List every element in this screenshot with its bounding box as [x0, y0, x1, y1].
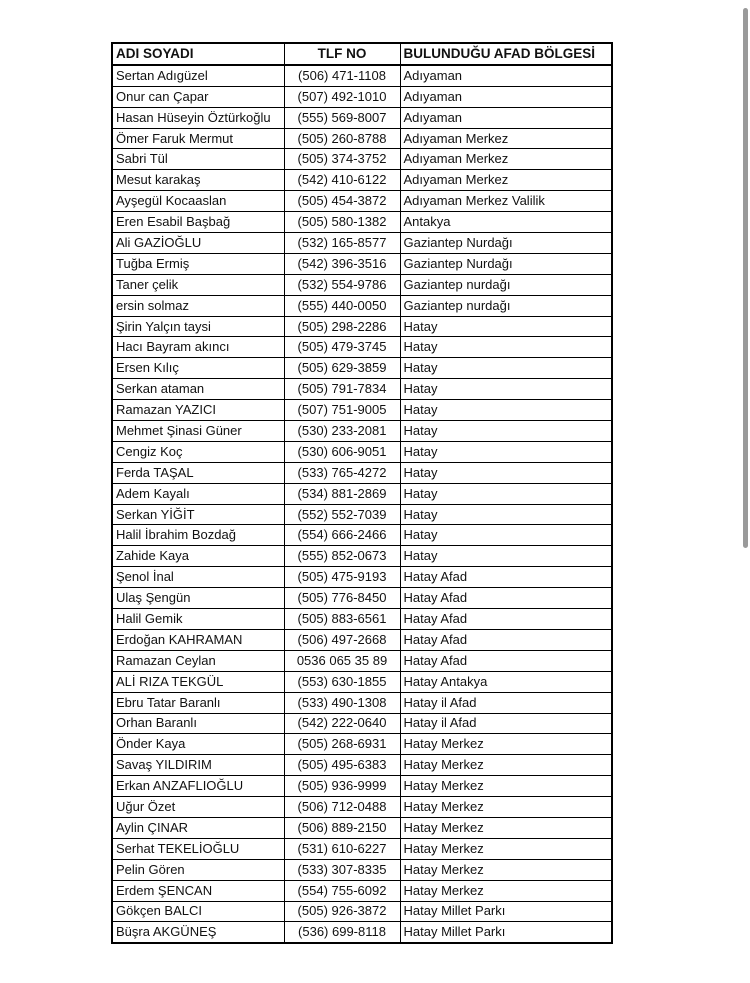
cell-region: Hatay	[400, 462, 612, 483]
cell-name: Eren Esabil Başbağ	[112, 212, 284, 233]
table-row	[112, 462, 612, 483]
cell-phone: (505) 479-3745	[284, 337, 400, 358]
cell-phone: (505) 883-6561	[284, 609, 400, 630]
scrollbar[interactable]	[742, 0, 750, 983]
table-row	[112, 859, 612, 880]
table-row	[112, 692, 612, 713]
cell-name: Aylin ÇINAR	[112, 817, 284, 838]
table-row	[112, 400, 612, 421]
cell-name: Serkan ataman	[112, 379, 284, 400]
cell-name: Halil İbrahim Bozdağ	[112, 525, 284, 546]
cell-region: Gaziantep nurdağı	[400, 274, 612, 295]
cell-phone: (555) 440-0050	[284, 295, 400, 316]
cell-region: Hatay Merkez	[400, 734, 612, 755]
cell-name: Zahide Kaya	[112, 546, 284, 567]
cell-name: Mesut karakaş	[112, 170, 284, 191]
table-row	[112, 629, 612, 650]
cell-region: Gaziantep Nurdağı	[400, 233, 612, 254]
table-row	[112, 379, 612, 400]
table-row	[112, 107, 612, 128]
table-body	[112, 65, 612, 943]
cell-name: Hacı Bayram akıncı	[112, 337, 284, 358]
table-row	[112, 504, 612, 525]
cell-phone: (505) 926-3872	[284, 901, 400, 922]
cell-phone: (505) 495-6383	[284, 755, 400, 776]
header-region: BULUNDUĞU AFAD BÖLGESİ	[400, 43, 612, 65]
cell-region: Hatay	[400, 400, 612, 421]
cell-phone: (507) 751-9005	[284, 400, 400, 421]
table-header-row	[112, 43, 612, 65]
cell-phone: (505) 475-9193	[284, 567, 400, 588]
cell-region: Hatay Merkez	[400, 817, 612, 838]
cell-name: Ebru Tatar Baranlı	[112, 692, 284, 713]
cell-region: Hatay Millet Parkı	[400, 901, 612, 922]
cell-phone: (505) 454-3872	[284, 191, 400, 212]
cell-region: Adıyaman	[400, 86, 612, 107]
cell-name: Halil Gemik	[112, 609, 284, 630]
cell-name: Erdoğan KAHRAMAN	[112, 629, 284, 650]
table-row	[112, 567, 612, 588]
table-row	[112, 776, 612, 797]
cell-name: Gökçen BALCI	[112, 901, 284, 922]
cell-phone: (530) 606-9051	[284, 441, 400, 462]
table-row	[112, 817, 612, 838]
cell-region: Hatay Merkez	[400, 755, 612, 776]
table-row	[112, 65, 612, 86]
table-row	[112, 191, 612, 212]
cell-name: Erkan ANZAFLIOĞLU	[112, 776, 284, 797]
table-row	[112, 671, 612, 692]
table-row	[112, 233, 612, 254]
cell-name: Ömer Faruk Mermut	[112, 128, 284, 149]
cell-name: Cengiz Koç	[112, 441, 284, 462]
cell-region: Hatay Afad	[400, 629, 612, 650]
table-row	[112, 86, 612, 107]
cell-region: Hatay	[400, 337, 612, 358]
cell-phone: (555) 569-8007	[284, 107, 400, 128]
table-row	[112, 441, 612, 462]
cell-region: Hatay Afad	[400, 650, 612, 671]
cell-name: Ulaş Şengün	[112, 588, 284, 609]
cell-region: Adıyaman Merkez	[400, 149, 612, 170]
table-row	[112, 170, 612, 191]
cell-region: Hatay Afad	[400, 588, 612, 609]
table-row	[112, 838, 612, 859]
table-row	[112, 212, 612, 233]
table-row	[112, 797, 612, 818]
cell-name: Şirin Yalçın taysi	[112, 316, 284, 337]
cell-region: Hatay	[400, 546, 612, 567]
cell-name: Ayşegül Kocaaslan	[112, 191, 284, 212]
cell-region: Hatay Antakya	[400, 671, 612, 692]
cell-phone: (532) 165-8577	[284, 233, 400, 254]
cell-region: Adıyaman Merkez	[400, 170, 612, 191]
cell-phone: (505) 629-3859	[284, 358, 400, 379]
cell-name: Büşra AKGÜNEŞ	[112, 922, 284, 943]
cell-phone: (533) 765-4272	[284, 462, 400, 483]
cell-name: Onur can Çapar	[112, 86, 284, 107]
cell-phone: (553) 630-1855	[284, 671, 400, 692]
cell-region: Hatay Merkez	[400, 859, 612, 880]
cell-phone: (555) 852-0673	[284, 546, 400, 567]
cell-phone: (532) 554-9786	[284, 274, 400, 295]
table-row	[112, 483, 612, 504]
cell-phone: (505) 268-6931	[284, 734, 400, 755]
cell-region: Hatay Merkez	[400, 776, 612, 797]
table-row	[112, 546, 612, 567]
cell-name: Önder Kaya	[112, 734, 284, 755]
cell-name: Şenol İnal	[112, 567, 284, 588]
cell-region: Hatay Afad	[400, 567, 612, 588]
cell-phone: (506) 471-1108	[284, 65, 400, 86]
cell-phone: (505) 776-8450	[284, 588, 400, 609]
table-row	[112, 149, 612, 170]
cell-name: Serhat TEKELİOĞLU	[112, 838, 284, 859]
cell-phone: (554) 666-2466	[284, 525, 400, 546]
table-row	[112, 128, 612, 149]
cell-name: Mehmet Şinasi Güner	[112, 421, 284, 442]
cell-region: Hatay	[400, 483, 612, 504]
cell-name: Ali GAZİOĞLU	[112, 233, 284, 254]
cell-region: Adıyaman	[400, 107, 612, 128]
cell-phone: (542) 410-6122	[284, 170, 400, 191]
cell-region: Hatay	[400, 525, 612, 546]
cell-region: Hatay	[400, 316, 612, 337]
cell-phone: (506) 889-2150	[284, 817, 400, 838]
table-row	[112, 316, 612, 337]
cell-phone: (531) 610-6227	[284, 838, 400, 859]
cell-name: Taner çelik	[112, 274, 284, 295]
cell-region: Hatay Merkez	[400, 797, 612, 818]
cell-phone: (542) 396-3516	[284, 253, 400, 274]
cell-phone: (536) 699-8118	[284, 922, 400, 943]
cell-name: ALİ RIZA TEKGÜL	[112, 671, 284, 692]
cell-phone: (505) 260-8788	[284, 128, 400, 149]
cell-phone: (507) 492-1010	[284, 86, 400, 107]
table-row	[112, 609, 612, 630]
cell-phone: (554) 755-6092	[284, 880, 400, 901]
table-row	[112, 588, 612, 609]
cell-name: Ramazan YAZICI	[112, 400, 284, 421]
cell-phone: (542) 222-0640	[284, 713, 400, 734]
cell-name: ersin solmaz	[112, 295, 284, 316]
cell-region: Hatay	[400, 441, 612, 462]
cell-phone: (506) 712-0488	[284, 797, 400, 818]
header-name: ADI SOYADI	[112, 43, 284, 65]
cell-phone: (505) 936-9999	[284, 776, 400, 797]
table-row	[112, 525, 612, 546]
cell-region: Hatay il Afad	[400, 692, 612, 713]
cell-region: Adıyaman Merkez Valilik	[400, 191, 612, 212]
cell-region: Antakya	[400, 212, 612, 233]
cell-phone: (552) 552-7039	[284, 504, 400, 525]
contact-table	[111, 42, 613, 944]
cell-phone: (505) 374-3752	[284, 149, 400, 170]
cell-region: Hatay Merkez	[400, 838, 612, 859]
cell-name: Ramazan Ceylan	[112, 650, 284, 671]
cell-region: Hatay	[400, 504, 612, 525]
scrollbar-thumb[interactable]	[743, 8, 748, 548]
cell-region: Gaziantep Nurdağı	[400, 253, 612, 274]
table-row	[112, 274, 612, 295]
cell-region: Hatay	[400, 421, 612, 442]
header-phone: TLF NO	[284, 43, 400, 65]
cell-name: Orhan Baranlı	[112, 713, 284, 734]
table-row	[112, 650, 612, 671]
cell-phone: (505) 791-7834	[284, 379, 400, 400]
table-row	[112, 337, 612, 358]
cell-region: Hatay Merkez	[400, 880, 612, 901]
cell-name: Sertan Adıgüzel	[112, 65, 284, 86]
table-row	[112, 734, 612, 755]
cell-region: Adıyaman Merkez	[400, 128, 612, 149]
cell-phone: (506) 497-2668	[284, 629, 400, 650]
cell-region: Hatay	[400, 379, 612, 400]
cell-phone: (530) 233-2081	[284, 421, 400, 442]
table-row	[112, 755, 612, 776]
table-row	[112, 253, 612, 274]
cell-name: Adem Kayalı	[112, 483, 284, 504]
cell-name: Savaş YILDIRIM	[112, 755, 284, 776]
cell-phone: (533) 307-8335	[284, 859, 400, 880]
table-row	[112, 922, 612, 943]
table-row	[112, 295, 612, 316]
cell-region: Adıyaman	[400, 65, 612, 86]
cell-phone: 0536 065 35 89	[284, 650, 400, 671]
cell-name: Pelin Gören	[112, 859, 284, 880]
cell-phone: (534) 881-2869	[284, 483, 400, 504]
table-row	[112, 421, 612, 442]
cell-name: Uğur Özet	[112, 797, 284, 818]
cell-region: Hatay Afad	[400, 609, 612, 630]
cell-name: Tuğba Ermiş	[112, 253, 284, 274]
cell-phone: (505) 580-1382	[284, 212, 400, 233]
cell-name: Ferda TAŞAL	[112, 462, 284, 483]
table-row	[112, 901, 612, 922]
table-row	[112, 713, 612, 734]
table-row	[112, 358, 612, 379]
cell-name: Hasan Hüseyin Öztürkoğlu	[112, 107, 284, 128]
cell-region: Gaziantep nurdağı	[400, 295, 612, 316]
cell-name: Erdem ŞENCAN	[112, 880, 284, 901]
table-row	[112, 880, 612, 901]
cell-name: Ersen Kılıç	[112, 358, 284, 379]
cell-region: Hatay	[400, 358, 612, 379]
cell-region: Hatay Millet Parkı	[400, 922, 612, 943]
cell-phone: (533) 490-1308	[284, 692, 400, 713]
cell-name: Sabri Tül	[112, 149, 284, 170]
cell-phone: (505) 298-2286	[284, 316, 400, 337]
cell-name: Serkan YİĞİT	[112, 504, 284, 525]
cell-region: Hatay il Afad	[400, 713, 612, 734]
